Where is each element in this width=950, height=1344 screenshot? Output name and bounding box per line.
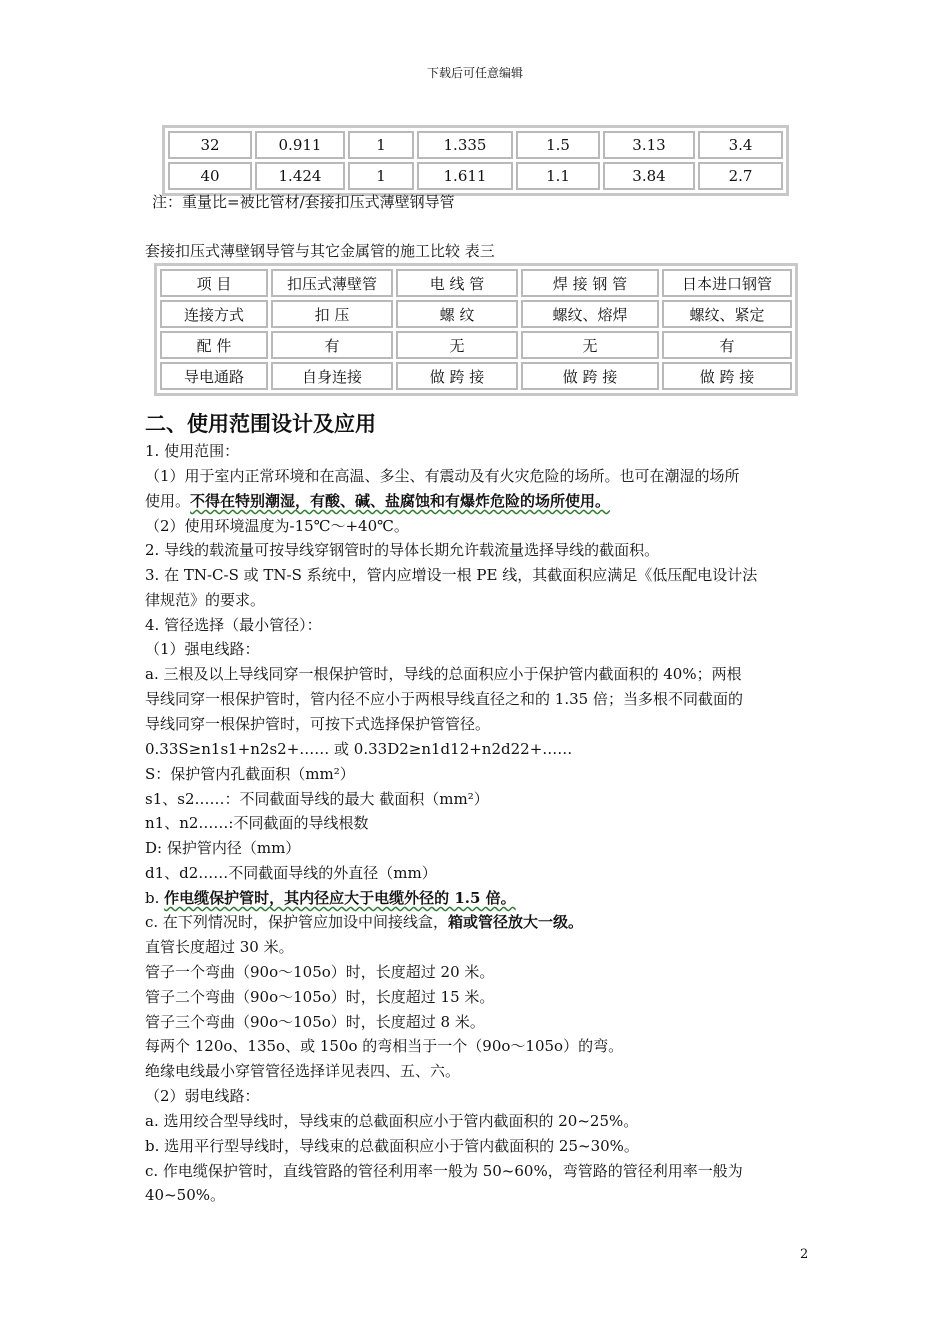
table-cell: 0.911 bbox=[255, 131, 345, 159]
table-cell: 1.335 bbox=[417, 131, 513, 159]
section-heading: 二、使用范围设计及应用 bbox=[145, 412, 376, 436]
body-line: 律规范》的要求。 bbox=[145, 591, 266, 609]
table-cell: 无 bbox=[396, 331, 518, 359]
table-cell: 做 跨 接 bbox=[521, 362, 659, 390]
table-cell: 螺纹、紧定 bbox=[662, 300, 792, 328]
table-row bbox=[160, 362, 792, 390]
body-line: d1、d2……不同截面导线的外直径（mm） bbox=[145, 864, 437, 882]
body-line: （2）使用环境温度为-15℃～+40℃。 bbox=[145, 517, 409, 535]
body-line: 3. 在 TN-C-S 或 TN-S 系统中，管内应增设一根 PE 线，其截面积应满足《低压配电设计法 bbox=[145, 566, 758, 584]
body-line bbox=[145, 911, 583, 932]
body-line: （1）强电线路： bbox=[145, 640, 260, 658]
table-cell: 扣 压 bbox=[271, 300, 393, 328]
body-text: b. bbox=[145, 889, 165, 907]
table-cell: 1.611 bbox=[417, 162, 513, 190]
body-line: 1. 使用范围： bbox=[145, 442, 240, 460]
table-header-cell: 扣压式薄壁管 bbox=[271, 269, 393, 297]
body-line bbox=[145, 490, 610, 511]
bold-rule-text: 箱或管径放大一级。 bbox=[447, 913, 583, 931]
table-cell: 1.5 bbox=[516, 131, 600, 159]
body-line: s1、s2……：不同截面导线的最大 截面积（mm²） bbox=[145, 790, 489, 808]
page-header: 下载后可任意编辑 bbox=[426, 66, 523, 80]
table-header-cell: 日本进口钢管 bbox=[662, 269, 792, 297]
table-cell: 做 跨 接 bbox=[662, 362, 792, 390]
table-cell: 导电通路 bbox=[160, 362, 268, 390]
table-row bbox=[160, 300, 792, 328]
table-cell: 32 bbox=[168, 131, 252, 159]
body-line: D: 保护管内径（mm） bbox=[145, 839, 301, 857]
table-cell: 螺 纹 bbox=[396, 300, 518, 328]
table-cell: 连接方式 bbox=[160, 300, 268, 328]
body-line: a. 选用绞合型导线时，导线束的总截面积应小于管内截面积的 20~25%。 bbox=[145, 1112, 639, 1130]
table-caption: 套接扣压式薄壁钢导管与其它金属管的施工比较 表三 bbox=[145, 242, 495, 260]
body-line: 管子一个弯曲（90o～105o）时，长度超过 20 米。 bbox=[145, 963, 495, 981]
body-text: 使用。 bbox=[145, 492, 191, 510]
table-cell: 1.424 bbox=[255, 162, 345, 190]
table-cell: 配 件 bbox=[160, 331, 268, 359]
body-line: 每两个 120o、135o、或 150o 的弯相当于一个（90o～105o）的弯。 bbox=[145, 1037, 624, 1055]
table-row bbox=[168, 162, 783, 190]
table-cell: 3.84 bbox=[603, 162, 695, 190]
body-line bbox=[145, 887, 516, 908]
body-line: c. 作电缆保护管时，直线管路的管径利用率一般为 50~60%，弯管路的管径利用率一般为 bbox=[145, 1162, 743, 1180]
table-cell: 螺纹、熔焊 bbox=[521, 300, 659, 328]
body-text: c. 在下列情况时，保护管应加设中间接线盒， bbox=[145, 913, 448, 931]
table-cell: 做 跨 接 bbox=[396, 362, 518, 390]
body-line: 2. 导线的载流量可按导线穿钢管时的导体长期允许载流量选择导线的截面积。 bbox=[145, 541, 660, 559]
table-cell: 2.7 bbox=[698, 162, 783, 190]
body-line: 直管长度超过 30 米。 bbox=[145, 938, 294, 956]
table-cell: 有 bbox=[271, 331, 393, 359]
page-number: 2 bbox=[800, 1247, 809, 1262]
body-line: a. 三根及以上导线同穿一根保护管时，导线的总面积应小于保护管内截面积的 40%；两根 bbox=[145, 665, 742, 683]
body-line: 管子三个弯曲（90o～105o）时，长度超过 8 米。 bbox=[145, 1013, 485, 1031]
table-cell: 自身连接 bbox=[271, 362, 393, 390]
body-line: 导线同穿一根保护管时，管内径不应小于两根导线直径之和的 1.35 倍；当多根不同截面的 bbox=[145, 690, 743, 708]
table-note: 注：重量比=被比管材/套接扣压式薄壁钢导管 bbox=[152, 193, 455, 211]
body-line: n1、n2……:不同截面的导线根数 bbox=[145, 814, 369, 832]
table-cell: 有 bbox=[662, 331, 792, 359]
table-header-cell: 电 线 管 bbox=[396, 269, 518, 297]
table-cell: 3.13 bbox=[603, 131, 695, 159]
table-header-row bbox=[160, 269, 792, 297]
body-line: b. 选用平行型导线时，导线束的总截面积应小于管内截面积的 25~30%。 bbox=[145, 1137, 639, 1155]
body-line: 4. 管径选择（最小管径）： bbox=[145, 616, 322, 634]
table-cell: 无 bbox=[521, 331, 659, 359]
formula-line: 0.33S≥n1s1+n2s2+…… 或 0.33D2≥n1d12+n2d22+…… bbox=[145, 740, 573, 758]
table-cell: 1 bbox=[348, 131, 414, 159]
table-header-cell: 项 目 bbox=[160, 269, 268, 297]
table-header-cell: 焊 接 钢 管 bbox=[521, 269, 659, 297]
bold-warning-text: 不得在特别潮湿，有酸、碱、盐腐蚀和有爆炸危险的场所使用。 bbox=[190, 492, 611, 510]
body-line: S：保护管内孔截面积（mm²） bbox=[145, 765, 355, 783]
construction-comparison-table bbox=[154, 263, 798, 396]
bold-rule-text: 作电缆保护管时，其内径应大于电缆外径的 1.5 倍。 bbox=[164, 889, 516, 907]
table-cell: 40 bbox=[168, 162, 252, 190]
body-line: （2）弱电线路： bbox=[145, 1087, 260, 1105]
weight-ratio-table bbox=[162, 125, 789, 196]
table-cell: 3.4 bbox=[698, 131, 783, 159]
body-line: 导线同穿一根保护管时，可按下式选择保护管管径。 bbox=[145, 715, 491, 733]
table-cell: 1 bbox=[348, 162, 414, 190]
body-line: 40~50%。 bbox=[145, 1186, 225, 1204]
table-cell: 1.1 bbox=[516, 162, 600, 190]
body-line: 管子二个弯曲（90o～105o）时，长度超过 15 米。 bbox=[145, 988, 495, 1006]
body-line: （1）用于室内正常环境和在高温、多尘、有震动及有火灾危险的场所。也可在潮湿的场所 bbox=[145, 467, 740, 485]
table-row bbox=[168, 131, 783, 159]
table-row bbox=[160, 331, 792, 359]
body-line: 绝缘电线最小穿管管径选择详见表四、五、六。 bbox=[145, 1062, 461, 1080]
